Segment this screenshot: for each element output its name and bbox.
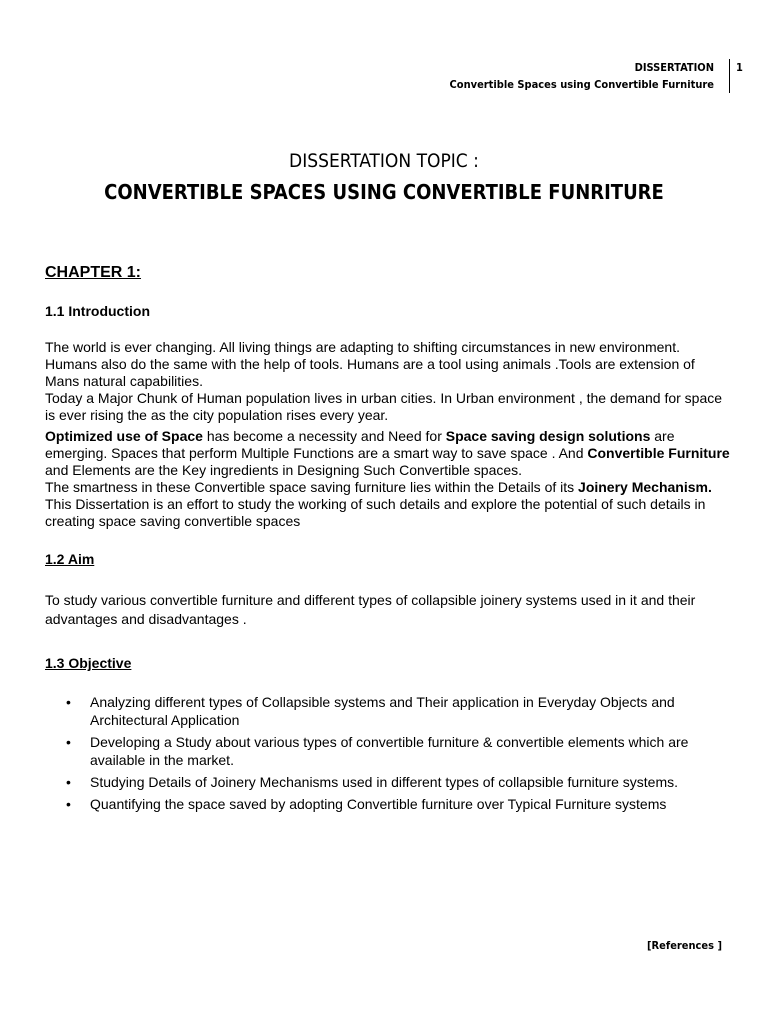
intro-heading: 1.1 Introduction bbox=[45, 303, 150, 319]
header-divider bbox=[729, 59, 730, 93]
text-run: This Dissertation is an effort to study the working of such details and explore the potential of such details in creating space saving convertible spaces bbox=[45, 496, 706, 529]
intro-paragraph-3 bbox=[45, 428, 730, 479]
text-run: and Elements are the Key ingredients in Designing Such Convertible spaces. bbox=[45, 462, 523, 478]
list-item-text: Developing a Study about various types of convertible furniture & convertible elements which are available in the market. bbox=[90, 734, 689, 768]
list-item-text: Studying Details of Joinery Mechanisms used in different types of collapsible furniture systems. bbox=[90, 774, 679, 790]
bold-phrase: Joinery Mechanism. bbox=[578, 479, 712, 495]
topic-label: DISSERTATION TOPIC : bbox=[289, 150, 479, 172]
header-title: DISSERTATION bbox=[634, 61, 714, 74]
header-subtitle: Convertible Spaces using Convertible Furniture bbox=[449, 78, 714, 91]
intro-paragraph-2: Today a Major Chunk of Human population lives in urban cities. In Urban environment , the demand for space is ever rising the as the city population rises every year. bbox=[45, 390, 723, 423]
bullet-icon: • bbox=[66, 774, 71, 790]
aim-text: To study various convertible furniture and different types of collapsible joinery systems used in it and their advantages and disadvantages . bbox=[45, 592, 696, 627]
bold-phrase: Optimized use of Space bbox=[45, 428, 203, 444]
text-run: The smartness in these Convertible space saving furniture lies within the Details of its bbox=[45, 479, 579, 495]
list-item-text: Quantifying the space saved by adopting Convertible furniture over Typical Furniture systems bbox=[90, 796, 667, 812]
running-header bbox=[450, 59, 722, 93]
text-run: has become a necessity and Need for bbox=[202, 428, 446, 444]
text-run: are emerging. Spaces that perform Multiple Functions are a smart way to save space . And bbox=[45, 428, 675, 461]
intro-paragraph-1: The world is ever changing. All living things are adapting to shifting circumstances in new environment. Humans also do the same with the help of tools. Humans are a tool using animals .Tools are extension of Mans natural capabilities. bbox=[45, 339, 695, 389]
list-item bbox=[45, 693, 730, 729]
intro-body bbox=[45, 339, 730, 530]
bullet-icon: • bbox=[66, 734, 71, 750]
references-footer: [References ] bbox=[647, 939, 722, 952]
bullet-icon: • bbox=[66, 796, 71, 812]
objective-list bbox=[45, 693, 730, 817]
list-item bbox=[45, 733, 730, 769]
bold-phrase: Convertible Furniture bbox=[587, 445, 730, 461]
page-number: 1 bbox=[736, 61, 743, 74]
list-item bbox=[45, 795, 730, 813]
objective-heading: 1.3 Objective bbox=[45, 655, 132, 671]
bold-phrase: Space saving design solutions bbox=[445, 428, 651, 444]
bullet-icon: • bbox=[66, 694, 71, 710]
list-item-text: Analyzing different types of Collapsible systems and Their application in Everyday Objects and Architectural Application bbox=[90, 694, 675, 728]
chapter-heading: CHAPTER 1: bbox=[45, 264, 142, 281]
document-title: CONVERTIBLE SPACES USING CONVERTIBLE FUNRITURE bbox=[104, 180, 664, 204]
list-item bbox=[45, 773, 730, 791]
aim-heading: 1.2 Aim bbox=[45, 551, 95, 567]
intro-paragraph-4 bbox=[45, 479, 730, 530]
